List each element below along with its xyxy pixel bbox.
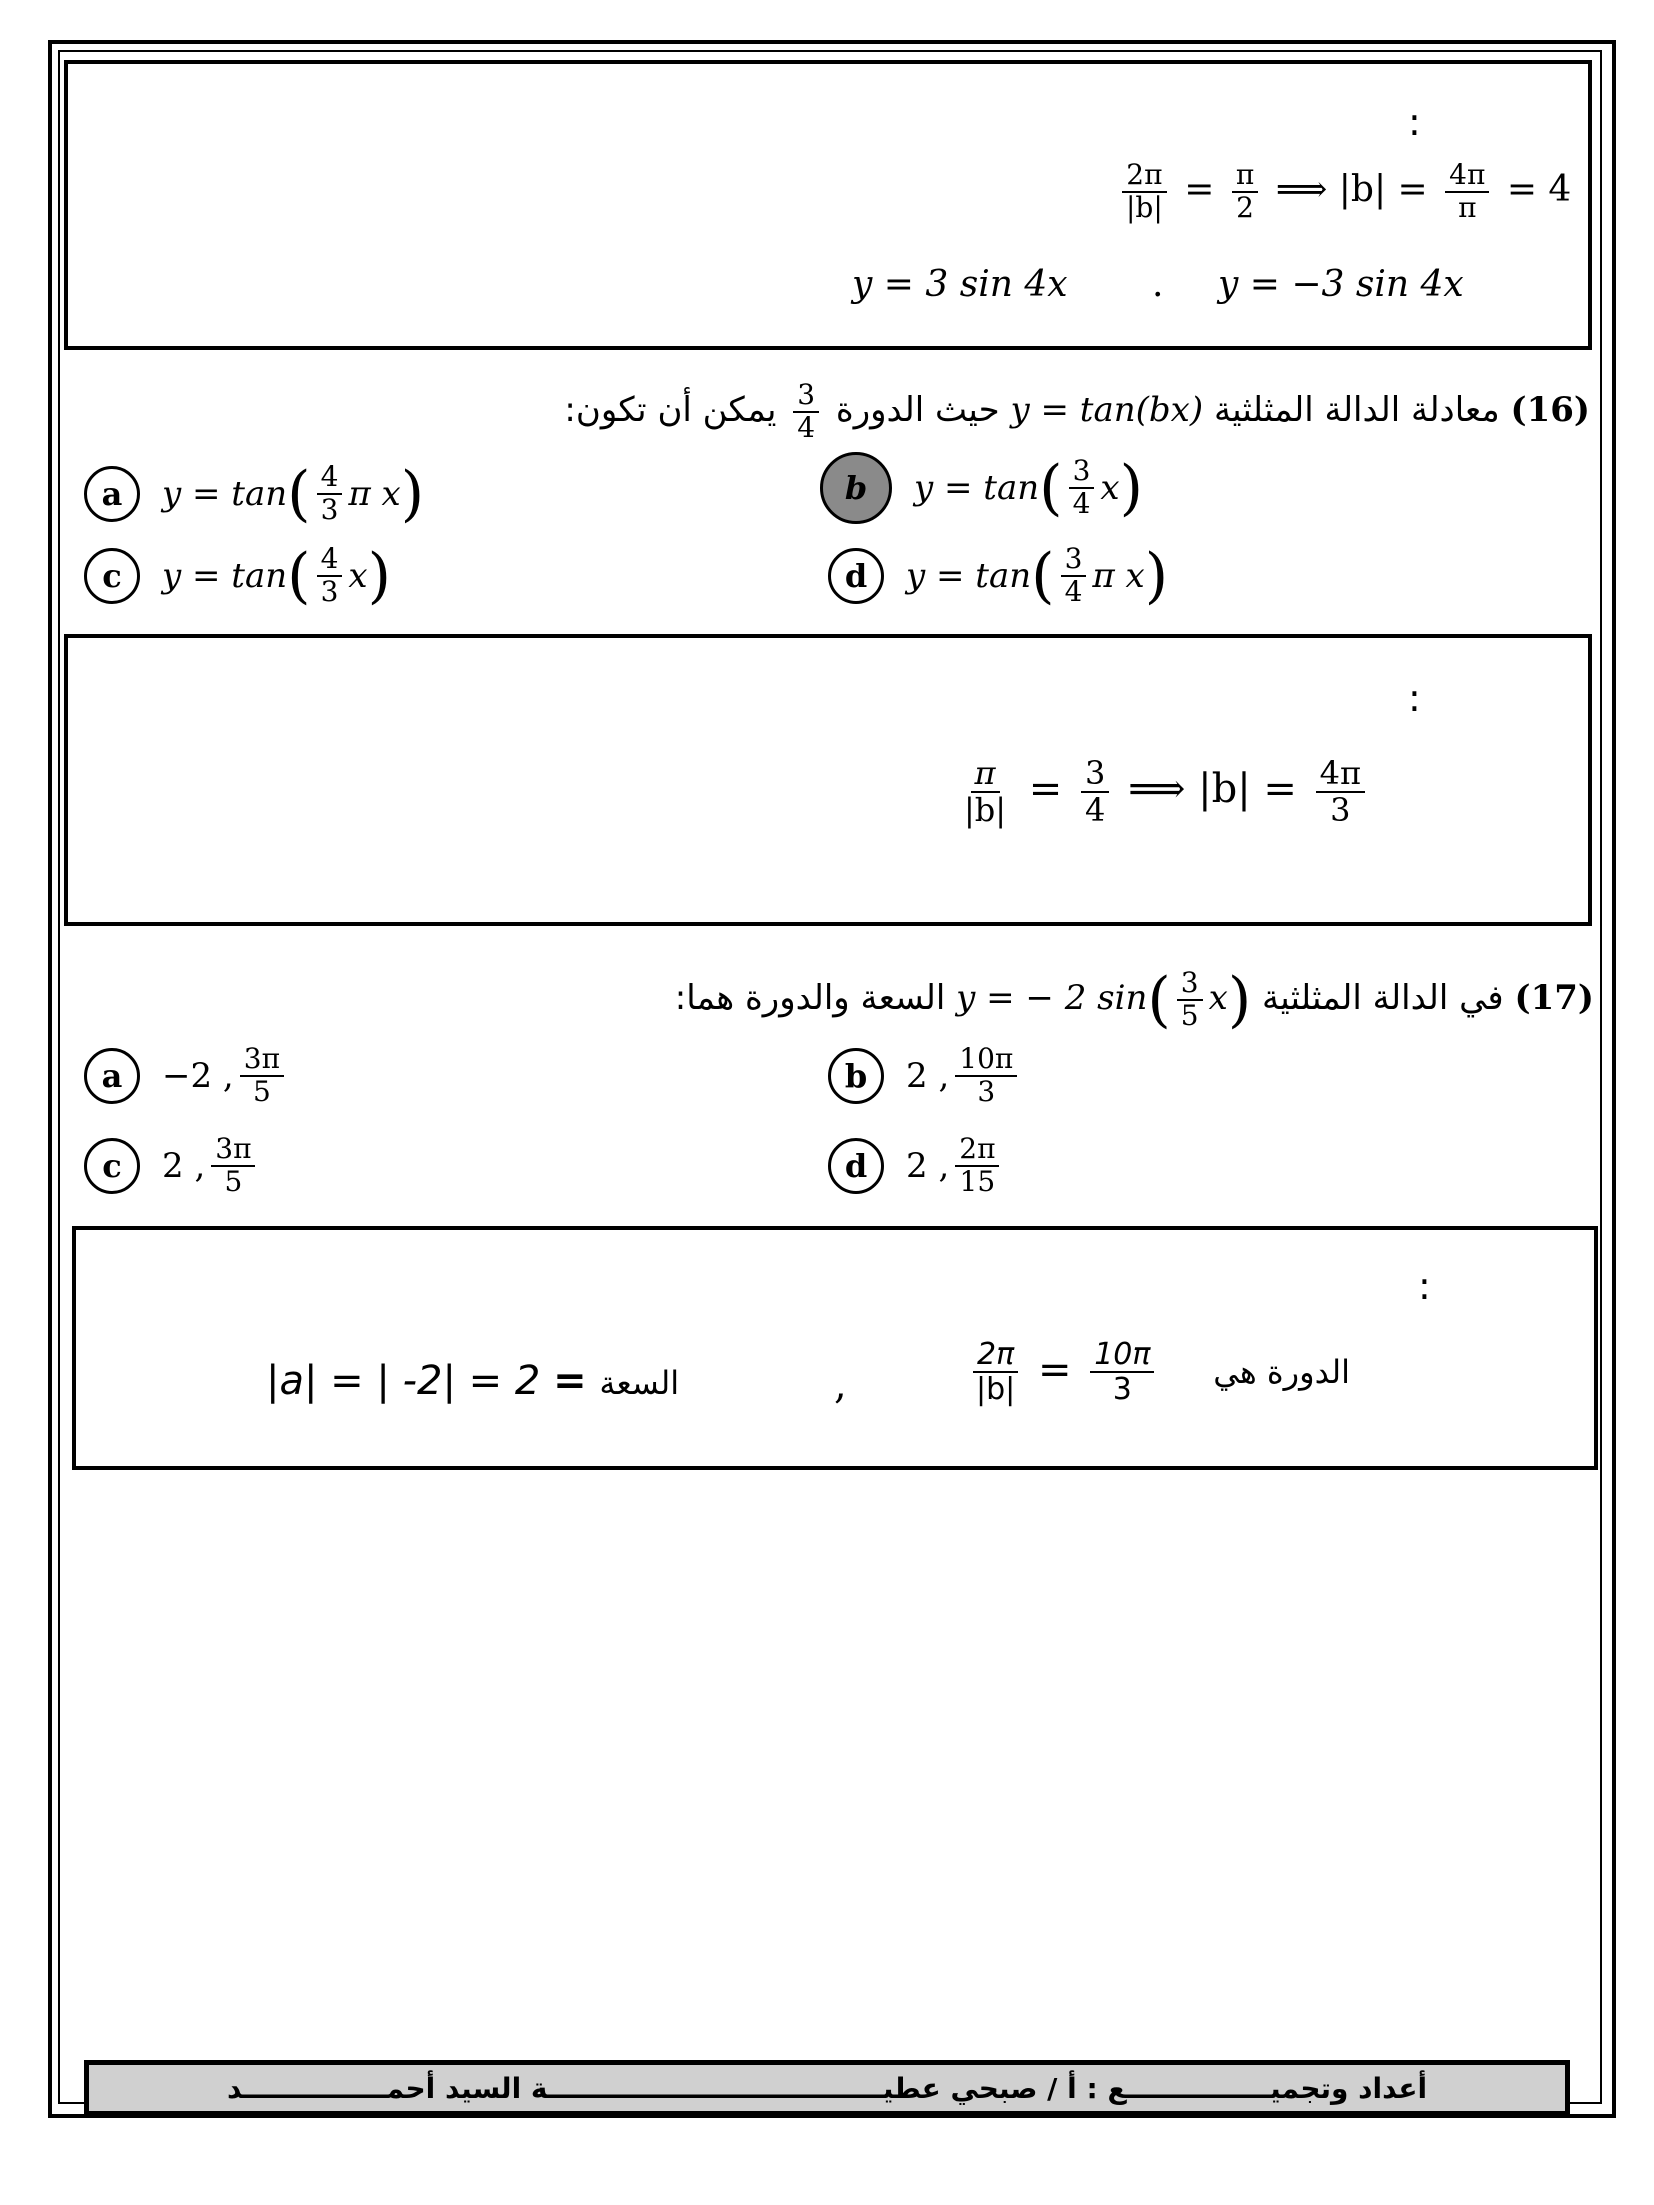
solution-box-1 <box>64 60 1592 350</box>
fraction: $\frac{3}{4}$ <box>1081 756 1109 828</box>
option-d[interactable]: d y = tan ( $\frac{3}{4}$ π x ) <box>828 544 1168 608</box>
fraction: $\frac{2\pi}{15}$ <box>955 1134 999 1198</box>
option-letter-selected: b <box>820 452 892 524</box>
fraction: $\frac{10\pi}{3}$ <box>1090 1338 1154 1406</box>
solution-colon: : <box>1408 100 1421 144</box>
option-letter: c <box>84 1138 140 1194</box>
option-c[interactable]: c 2 , $\frac{3\pi}{5}$ <box>84 1134 261 1198</box>
option-letter: b <box>828 1048 884 1104</box>
amplitude-expression: |a| = | -2| = 2 = السعة <box>266 1358 680 1404</box>
period-expression: $\frac{2\pi}{|b|}$ = $\frac{10\pi}{3}$ الدورة هي <box>966 1338 1350 1406</box>
option-c[interactable]: c y = tan ( $\frac{4}{3}$ x ) <box>84 544 391 608</box>
fraction: $\frac{3\pi}{5}$ <box>240 1044 284 1108</box>
option-b[interactable]: b 2 , $\frac{10\pi}{3}$ <box>828 1044 1023 1108</box>
function-expression: y = tan(bx) <box>1010 389 1204 430</box>
period-equation: $\frac{2\pi}{|b|}$ = $\frac{\pi}{2}$ ⟹ |b| = $\frac{4\pi}{\pi}$ = 4 <box>1116 160 1571 224</box>
fraction: $\frac{\pi}{2}$ <box>1232 160 1258 224</box>
option-d[interactable]: d 2 , $\frac{2\pi}{15}$ <box>828 1134 1005 1198</box>
fraction: $\frac{\pi}{|b|}$ <box>964 754 1007 830</box>
separator-comma: , <box>834 1362 847 1408</box>
option-a[interactable]: a −2 , $\frac{3\pi}{5}$ <box>84 1044 290 1108</box>
fraction: $\frac{2\pi}{|b|}$ <box>972 1338 1019 1406</box>
author-credit: أعداد وتجميـــــــــــــــع : أ / صبحي عطيـــــــــــــــــــــــــــــــــــة السيد أحمـــــــــــــــد <box>226 2071 1428 2105</box>
question-16-stem: (16) معادلة الدالة المثلثية y = tan(bx) حيث الدورة $\frac{3}{4}$ يمكن أن تكون: <box>564 378 1590 444</box>
answer-dot: . <box>1152 264 1164 305</box>
author-footer <box>84 2060 1570 2116</box>
solution-box-3 <box>72 1226 1598 1470</box>
fraction: $\frac{3}{5}$ <box>1177 968 1203 1032</box>
fraction: $\frac{4\pi}{\pi}$ <box>1445 160 1489 224</box>
option-b[interactable]: b y = tan ( $\frac{3}{4}$ x ) <box>820 452 1143 524</box>
option-letter: a <box>84 466 140 522</box>
fraction: $\frac{4}{3}$ <box>317 462 343 526</box>
question-number: (17) <box>1514 977 1594 1018</box>
solution-box-2 <box>64 634 1592 926</box>
option-letter: a <box>84 1048 140 1104</box>
fraction: $\frac{3}{4}$ <box>1069 456 1095 520</box>
fraction: $\frac{2\pi}{|b|}$ <box>1122 160 1167 224</box>
function-expression: y = − 2 sin( $\frac{3}{5}$ x) <box>956 964 1252 1035</box>
fraction: $\frac{3\pi}{5}$ <box>211 1134 255 1198</box>
solution-colon: : <box>1418 1264 1431 1308</box>
period-equation: $\frac{\pi}{|b|}$ = $\frac{3}{4}$ ⟹ |b| = $\frac{4\pi}{3}$ <box>954 756 1371 828</box>
option-a[interactable]: a y = tan ( $\frac{4}{3}$ π x ) <box>84 462 424 526</box>
answer-left: y = 3 sin 4x <box>852 264 1068 305</box>
fraction: $\frac{10\pi}{3}$ <box>955 1044 1017 1108</box>
fraction: $\frac{4}{3}$ <box>317 544 343 608</box>
option-letter: d <box>828 548 884 604</box>
solution-colon: : <box>1408 676 1421 720</box>
fraction: $\frac{3}{4}$ <box>1061 544 1087 608</box>
question-17-stem: (17) في الدالة المثلثية y = − 2 sin( $\frac{3}{5}$ x) السعة والدورة هما: <box>674 964 1594 1035</box>
option-letter: d <box>828 1138 884 1194</box>
fraction: $\frac{3}{4}$ <box>793 380 819 444</box>
option-letter: c <box>84 548 140 604</box>
answer-right: y = −3 sin 4x <box>1218 264 1464 305</box>
fraction: $\frac{4\pi}{3}$ <box>1316 756 1365 828</box>
question-number: (16) <box>1510 389 1590 430</box>
